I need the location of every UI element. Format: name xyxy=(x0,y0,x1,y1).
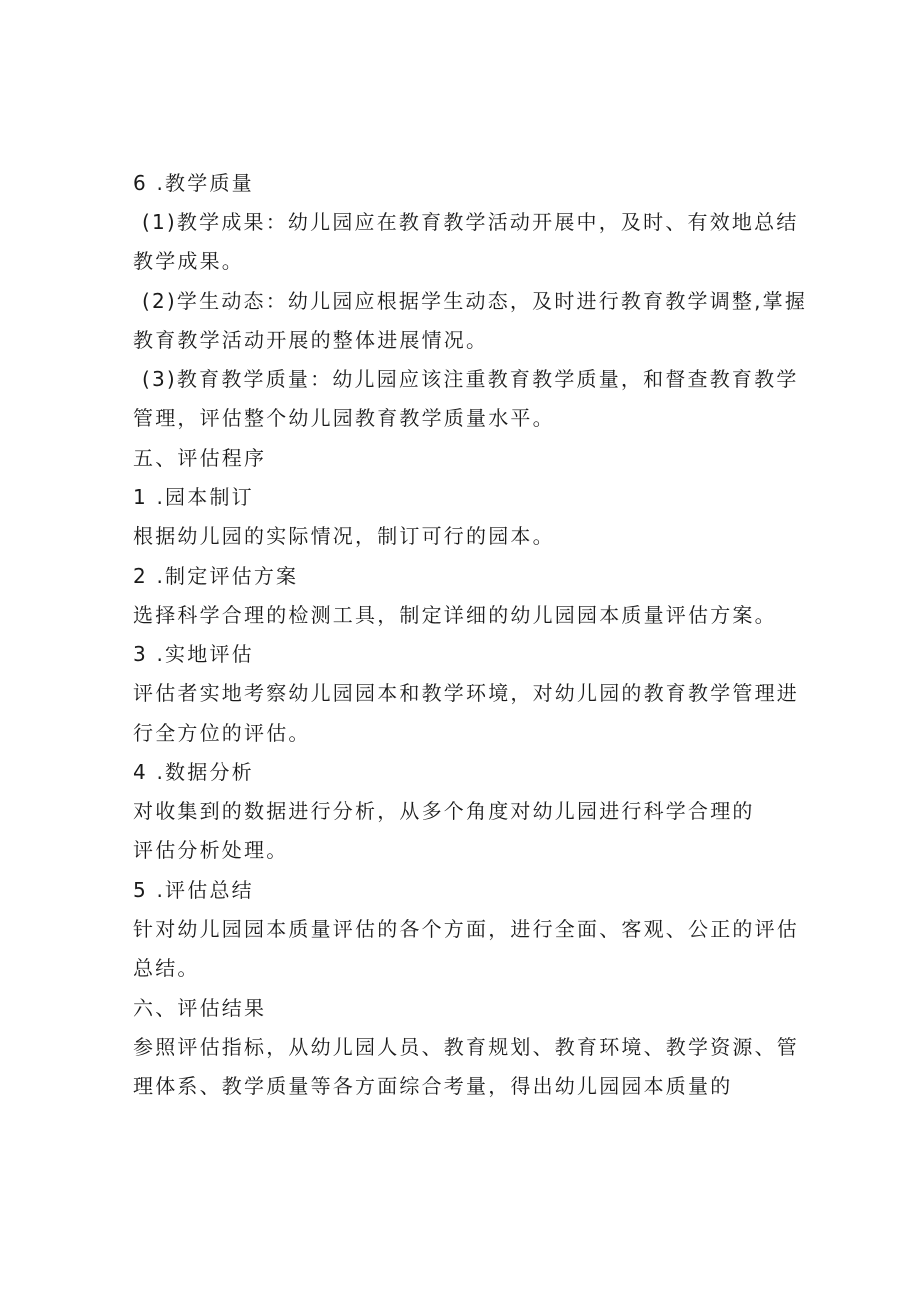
paragraph-line: 教育教学活动开展的整体进展情况。 xyxy=(133,328,489,352)
paragraph-line: 参照评估指标，从幼儿园人员、教育规划、教育环境、教学资源、管 xyxy=(133,1035,799,1059)
subheading-line: 3 .实地评估 xyxy=(133,642,254,666)
subheading-line: 4 .数据分析 xyxy=(133,760,254,784)
paragraph-line: (3)教育教学质量：幼儿园应该注重教育教学质量，和督查教育教学 xyxy=(142,367,799,391)
paragraph-line: 教学成果。 xyxy=(133,249,244,273)
paragraph-line: 管理，评估整个幼儿园教育教学质量水平。 xyxy=(133,406,555,430)
paragraph-line: 评估者实地考察幼儿园园本和教学环境，对幼儿园的教育教学管理进 xyxy=(133,681,799,705)
section-heading-evaluation-results: 六、评估结果 xyxy=(133,996,267,1020)
paragraph-line: 评估分析处理。 xyxy=(133,838,289,862)
paragraph-line: 对收集到的数据进行分析，从多个角度对幼儿园进行科学合理的 xyxy=(133,799,755,823)
paragraph-line: 行全方位的评估。 xyxy=(133,721,311,745)
paragraph-line: (1)教学成果：幼儿园应在教育教学活动开展中，及时、有效地总结 xyxy=(142,210,799,234)
paragraph-line: 选择科学合理的检测工具，制定详细的幼儿园园本质量评估方案。 xyxy=(133,603,777,627)
subheading-line: 2 .制定评估方案 xyxy=(133,564,299,588)
section-heading-teaching-quality: 6 .教学质量 xyxy=(133,171,254,195)
paragraph-line: 根据幼儿园的实际情况，制订可行的园本。 xyxy=(133,524,555,548)
section-heading-evaluation-procedure: 五、评估程序 xyxy=(133,446,267,470)
paragraph-line: 理体系、教学质量等各方面综合考量，得出幼儿园园本质量的 xyxy=(133,1074,733,1098)
paragraph-line: 针对幼儿园园本质量评估的各个方面，进行全面、客观、公正的评估 xyxy=(133,917,799,941)
paragraph-line: (2)学生动态：幼儿园应根据学生动态，及时进行教育教学调整,掌握 xyxy=(142,289,808,313)
subheading-line: 5 .评估总结 xyxy=(133,878,254,902)
subheading-line: 1 .园本制订 xyxy=(133,485,254,509)
paragraph-line: 总结。 xyxy=(133,956,200,980)
